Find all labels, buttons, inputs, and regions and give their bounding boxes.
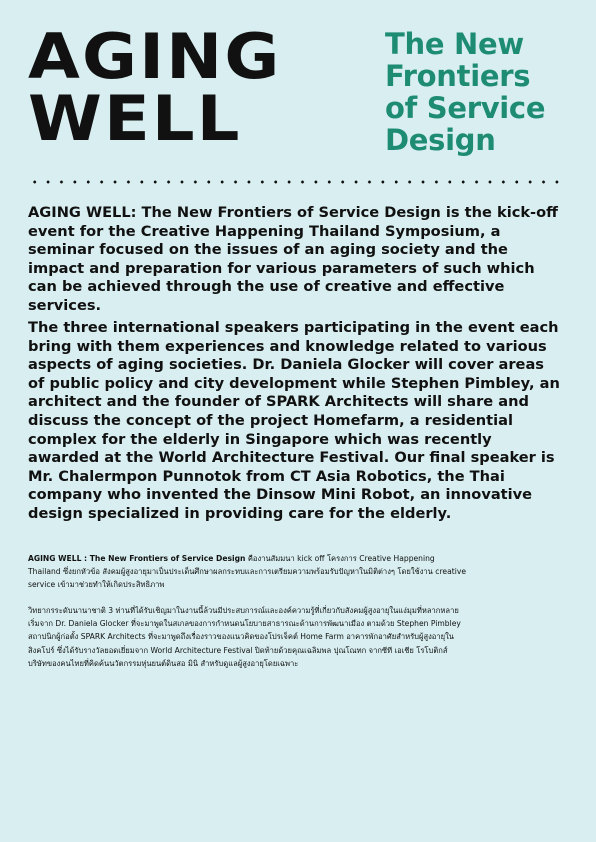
- subtitle-line-4: Design: [385, 123, 496, 157]
- main-title-line-1: AGING: [28, 20, 282, 93]
- english-paragraph-2: The three international speakers participating in the event each bring with them experiences and knowledge related to various aspects of aging societies. Dr. Daniela Glocker will cover areas of public policy and city development while Stephen Pimbley, an architect and the founder of SPARK Architects will share and discuss the concept of the project Homefarm, a residential complex for the elderly in Singapore which was recently awarded at the World Architecture Festival. Our final speaker is Mr. Chalermpon Punnotok from CT Asia Robotics, the Thai company who invented the Dinsow Mini Robot, an innovative design specialized in providing care for the elderly.: [28, 319, 560, 522]
- subtitle: [385, 28, 545, 156]
- english-body-1: is the kick-off event for the Creative Happening Thailand Symposium, a seminar focused on the issues of an aging society and the impact and preparation for various parameters of such which can be achieved through the use of creative and effective services.: [28, 204, 558, 314]
- english-paragraph-1: [28, 204, 564, 316]
- main-title-line-2: WELL: [28, 82, 242, 155]
- thai-paragraph-2: วิทยากรระดับนานาชาติ 3 ท่านที่ได้รับเชิญมาในงานนี้ล้วนมีประสบการณ์และองค์ความรู้ที่เกี่ยวกับสังคมผู้สูงอายุในแง่มุมที่หลากหลาย เริ่มจาก Dr. Daniela Glocker ที่จะมาพูดในสเกลของการกำหนดนโยบายสาธารณะด้านการพัฒนาเมือง ตามด้วย Stephen Pimbley สถาปนิกผู้ก่อตั้ง SPARK Architects ที่จะมาพูดถึงเรื่องราวของแนวคิดของโปรเจ็คต์ Home Farm อาคารพักอาศัยสำหรับผู้สูงอายุในสิงคโปร์ ซึ่งได้รับรางวัลยอดเยี่ยมจาก World Architecture Festival ปิดท้ายด้วยคุณเฉลิมพล ปุณโณทก จากซีที เอเชีย โรโบติกส์ บริษัทของคนไทยที่คิดค้นนวัตกรรมหุ่นยนต์ดินสอ มินิ สำหรับดูแลผู้สูงอายุโดยเฉพาะ: [28, 606, 461, 668]
- thai-paragraph-1: [28, 552, 468, 592]
- subtitle-line-3: of Service: [385, 91, 546, 125]
- subtitle-line-2: Frontiers: [385, 59, 531, 93]
- thai-body-1: คืองานสัมมนา kick off โครงการ Creative Happening Thailand ซึ่งยกหัวข้อ สังคมผู้สูงอายุมาเป็นประเด็นศึกษาผลกระทบและการเตรียมความพร้อมรับปัญหาในมิติต่างๆ โดยใช้งาน creative service เข้ามาช่วยทำให้เกิดประสิทธิภาพ: [28, 554, 466, 590]
- thai-lead: AGING WELL : The New Frontiers of Service Design: [28, 554, 246, 563]
- main-title: [28, 20, 282, 155]
- english-lead: AGING WELL: The New Frontiers of Service Design: [28, 204, 441, 221]
- main-title-text: [28, 20, 282, 155]
- dotted-divider: [28, 180, 564, 184]
- subtitle-line-1: The New: [385, 27, 524, 61]
